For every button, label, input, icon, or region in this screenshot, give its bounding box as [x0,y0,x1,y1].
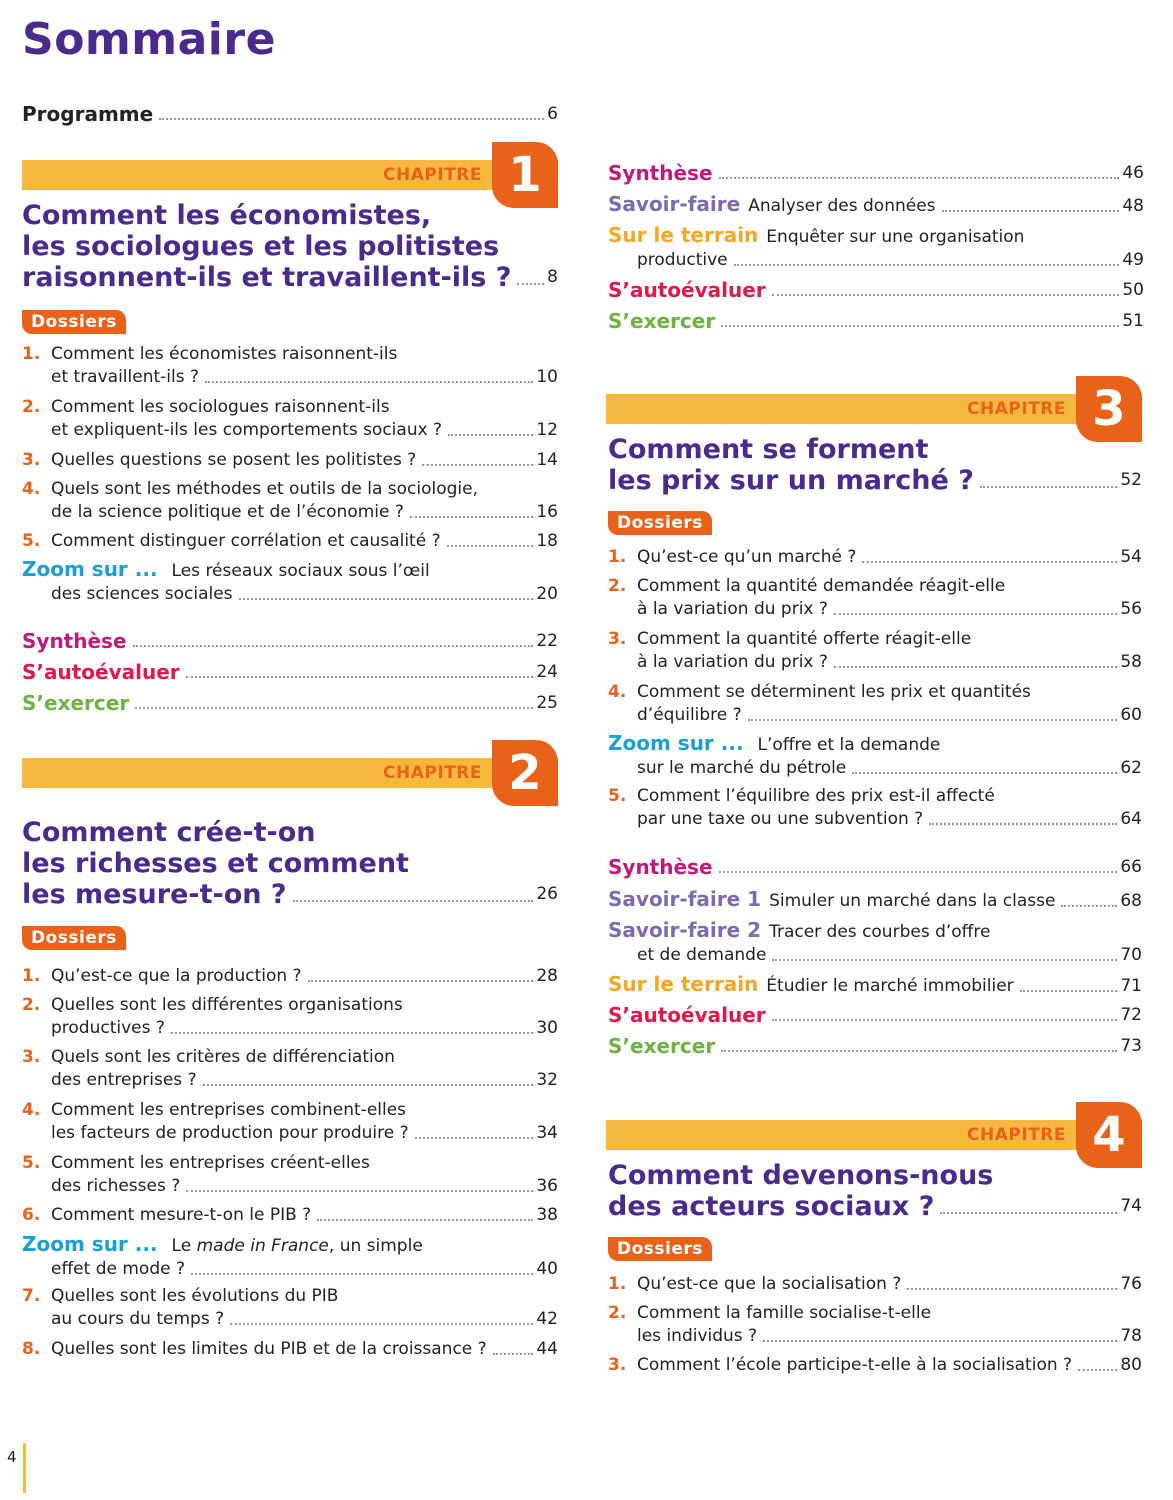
entry-text-italic: made in France [196,1236,329,1256]
exercer-label: S’exercer [608,309,716,333]
page-number: 72 [1120,1005,1142,1025]
savoir-faire-label: Savoir-faire 2 [608,918,762,942]
toc-entry[interactable] [608,546,1142,569]
entry-number: 2. [608,576,627,596]
toc-entry[interactable] [22,478,558,524]
dossiers-tag: Dossiers [22,310,126,334]
toc-autoevaluer[interactable] [608,1004,1142,1027]
entry-text: Comment la quantité offerte réagit-elle [637,629,972,649]
page-title: Sommaire [22,14,276,65]
leader-dots [772,1019,1118,1021]
terrain-label: Sur le terrain [608,972,759,996]
toc-entry[interactable] [22,449,558,472]
toc-savoir-faire[interactable] [608,193,1144,218]
entry-text: Étudier le marché immobilier [766,976,1014,996]
leader-dots [721,325,1119,327]
chapter-4-title[interactable] [608,1160,1142,1222]
toc-entry[interactable] [22,396,558,442]
leader-dots [862,561,1117,563]
dossiers-tag: Dossiers [608,511,712,535]
entry-text: sur le marché du pétrole [637,758,847,778]
toc-entry[interactable] [608,1273,1142,1296]
page-number: 51 [1122,311,1144,331]
entry-text: à la variation du prix ? [637,599,828,619]
entry-number: 7. [22,1286,41,1306]
chapter-2-badge: 2 [492,740,558,806]
leader-dots [907,1288,1117,1290]
entry-text: Le [171,1236,197,1256]
page-number: 12 [536,420,558,440]
autoevaluer-label: S’autoévaluer [608,278,766,302]
toc-sur-le-terrain[interactable] [608,224,1144,272]
leader-dots [940,1212,1117,1214]
leader-dots [415,1137,534,1139]
page-number: 60 [1120,705,1142,725]
chapter-2-title[interactable] [22,817,558,910]
synthese-label: Synthèse [608,855,713,879]
entry-text: Comment l’équilibre des prix est-il affecté [637,786,995,806]
entry-number: 2. [22,995,41,1015]
toc-programme[interactable] [22,96,558,126]
page-number: 36 [536,1176,558,1196]
chapter-label: CHAPITRE [967,1125,1066,1145]
entry-number: 1. [22,966,41,986]
dossiers-tag: Dossiers [608,1237,712,1261]
entry-text: des sciences sociales [51,584,233,604]
entry-text: Quelles sont les différentes organisations [51,995,403,1015]
toc-entry[interactable] [608,681,1142,727]
entry-text: Quelles sont les évolutions du PIB [51,1286,339,1306]
page-number: 6 [547,104,558,124]
footer-page-number: 4 [7,1448,17,1466]
page-number: 64 [1120,809,1142,829]
chapter-2-band [22,758,558,788]
entry-text: de la science politique et de l’économie ? [51,502,404,522]
page-number: 28 [536,966,558,986]
page-number: 44 [536,1339,558,1359]
entry-text: par une taxe ou une subvention ? [637,809,924,829]
page-number: 38 [536,1205,558,1225]
toc-entry[interactable] [22,343,558,389]
toc-autoevaluer[interactable] [608,279,1144,302]
entry-text: L’offre et la demande [757,735,941,755]
chapter-title-line: raisonnent-ils et travaillent-ils ? [22,262,512,293]
entry-number: 5. [22,531,41,551]
entry-text: Comment l’école participe-t-elle à la socialisation ? [637,1355,1073,1375]
entry-text: et de demande [637,945,767,965]
page-number: 66 [1120,857,1142,877]
leader-dots [929,823,1117,825]
page-number: 22 [536,631,558,651]
entry-text: Comment la famille socialise-t-elle [637,1303,932,1323]
entry-text: Comment mesure-t-on le PIB ? [51,1205,312,1225]
entry-number: 2. [608,1303,627,1323]
page-number: 34 [536,1123,558,1143]
toc-exercer[interactable] [608,1035,1142,1058]
entry-number: 4. [608,682,627,702]
dossiers-tag: Dossiers [22,926,126,950]
leader-dots [410,516,533,518]
leader-dots [1078,1369,1117,1371]
entry-number: 1. [608,547,627,567]
page-number: 16 [536,502,558,522]
toc-entry[interactable] [22,1099,558,1145]
entry-text: productive [637,250,728,270]
toc-entry[interactable] [22,530,558,553]
leader-dots [719,871,1118,873]
page-number: 26 [536,884,558,904]
programme-label: Programme [22,102,154,126]
entry-text: à la variation du prix ? [637,652,828,672]
page-number: 49 [1122,250,1144,270]
entry-text: Quelles questions se posent les politistes ? [51,450,417,470]
chapter-1-badge: 1 [492,142,558,208]
leader-dots [159,118,544,120]
zoom-label: Zoom sur ... [608,731,744,755]
zoom-label: Zoom sur ... [22,557,158,581]
leader-dots [834,666,1117,668]
entry-text: et expliquent-ils les comportements sociaux ? [51,420,443,440]
page-number: 20 [536,584,558,604]
entry-number: 4. [22,1100,41,1120]
chapter-title-line: les richesses et comment [22,848,409,879]
toc-entry[interactable] [22,965,558,988]
toc-sur-le-terrain[interactable] [608,973,1142,998]
leader-dots [171,1032,533,1034]
page-number: 71 [1120,976,1142,996]
toc-zoom[interactable] [22,1233,558,1281]
leader-dots [293,900,534,902]
entry-text: Qu’est-ce que la production ? [51,966,302,986]
entry-number: 5. [608,786,627,806]
leader-dots [493,1353,534,1355]
chapter-title-line: les mesure-t-on ? [22,879,287,910]
chapter-3-title[interactable] [608,434,1142,496]
chapter-1-title[interactable] [22,200,558,293]
toc-exercer[interactable] [608,310,1144,333]
toc-entry[interactable] [608,575,1142,621]
leader-dots [205,381,533,383]
chapter-4-badge: 4 [1076,1102,1142,1168]
leader-dots [721,1050,1117,1052]
entry-text: des richesses ? [51,1176,181,1196]
leader-dots [203,1084,534,1086]
page-number: 78 [1120,1326,1142,1346]
page-number: 70 [1120,945,1142,965]
leader-dots [1061,905,1117,907]
leader-dots [308,980,534,982]
page-number: 73 [1120,1036,1142,1056]
savoir-faire-label: Savoir-faire 1 [608,887,762,911]
savoir-faire-label: Savoir-faire [608,192,741,216]
chapter-title-line: Comment crée-t-on [22,817,316,848]
entry-text: Comment les économistes raisonnent-ils [51,344,398,364]
page-number: 50 [1122,280,1144,300]
toc-synthese[interactable] [22,630,558,653]
leader-dots [772,294,1120,296]
chapter-title-line: Comment se forment [608,434,929,465]
chapter-title-line: les prix sur un marché ? [608,465,974,496]
entry-text: Comment se déterminent les prix et quantités [637,682,1031,702]
entry-number: 4. [22,479,41,499]
entry-number: 3. [608,1355,627,1375]
entry-text: Les réseaux sociaux sous l’œil [171,561,430,581]
page-number: 80 [1120,1355,1142,1375]
leader-dots [517,283,544,285]
chapter-title-line: Comment les économistes, [22,200,432,231]
toc-synthese[interactable] [608,856,1142,879]
footer-bar [23,1443,26,1493]
page-number: 32 [536,1070,558,1090]
toc-entry[interactable] [22,1204,558,1227]
chapter-label: CHAPITRE [383,165,482,185]
entry-text: Tracer des courbes d’offre [769,922,991,942]
page-number: 52 [1120,470,1142,490]
page-number: 62 [1120,758,1142,778]
zoom-label: Zoom sur ... [22,1232,158,1256]
entry-text: productives ? [51,1018,165,1038]
leader-dots [186,1190,533,1192]
toc-entry[interactable] [608,1302,1142,1348]
entry-text: Qu’est-ce que la socialisation ? [637,1274,902,1294]
chapter-label: CHAPITRE [383,763,482,783]
leader-dots [447,545,534,547]
leader-dots [942,210,1120,212]
entry-text: des entreprises ? [51,1070,197,1090]
entry-number: 2. [22,397,41,417]
toc-savoir-faire-1[interactable] [608,888,1142,913]
leader-dots [763,1340,1117,1342]
toc-entry[interactable] [22,1285,558,1331]
page-number: 58 [1120,652,1142,672]
entry-number: 5. [22,1153,41,1173]
chapter-3-badge: 3 [1076,376,1142,442]
chapter-1-band [22,160,558,190]
leader-dots [734,264,1120,266]
page-number: 10 [536,367,558,387]
leader-dots [135,707,533,709]
entry-text: Comment les sociologues raisonnent-ils [51,397,390,417]
entry-text: les individus ? [637,1326,758,1346]
leader-dots [448,434,533,436]
synthese-label: Synthèse [22,629,127,653]
chapter-title-line: des acteurs sociaux ? [608,1191,935,1222]
toc-entry[interactable] [608,628,1142,674]
entry-text: Quels sont les méthodes et outils de la sociologie, [51,479,479,499]
leader-dots [772,959,1117,961]
autoevaluer-label: S’autoévaluer [22,660,180,684]
toc-synthese[interactable] [608,162,1144,185]
exercer-label: S’exercer [608,1034,716,1058]
chapter-title-line: les sociologues et les politistes [22,231,500,262]
entry-text: Enquêter sur une organisation [766,227,1025,247]
page-number: 76 [1120,1274,1142,1294]
leader-dots [852,772,1117,774]
entry-text: Quelles sont les limites du PIB et de la croissance ? [51,1339,487,1359]
leader-dots [191,1273,533,1275]
entry-number: 8. [22,1339,41,1359]
toc-entry[interactable] [22,1152,558,1198]
entry-text: d’équilibre ? [637,705,742,725]
toc-autoevaluer[interactable] [22,661,558,684]
leader-dots [186,676,534,678]
toc-zoom[interactable] [22,558,558,606]
toc-savoir-faire-2[interactable] [608,919,1142,967]
terrain-label: Sur le terrain [608,223,759,247]
leader-dots [239,598,534,600]
page-number: 14 [536,450,558,470]
entry-number: 3. [22,450,41,470]
toc-entry[interactable] [22,994,558,1040]
synthese-label: Synthèse [608,161,713,185]
entry-text: et travaillent-ils ? [51,367,200,387]
toc-exercer[interactable] [22,692,558,715]
page-number: 68 [1120,891,1142,911]
leader-dots [980,486,1117,488]
page-number: 54 [1120,547,1142,567]
page-number: 56 [1120,599,1142,619]
page-number: 74 [1120,1196,1142,1216]
entry-text: Comment la quantité demandée réagit-elle [637,576,1006,596]
entry-text: Quels sont les critères de différenciation [51,1047,395,1067]
entry-text: effet de mode ? [51,1259,185,1279]
toc-entry[interactable] [608,1354,1142,1377]
leader-dots [748,719,1118,721]
page-number: 24 [536,662,558,682]
entry-text: Comment distinguer corrélation et causalité ? [51,531,441,551]
page-number: 25 [536,693,558,713]
page-number: 42 [536,1309,558,1329]
toc-zoom[interactable] [608,732,1142,780]
entry-text: Simuler un marché dans la classe [769,891,1056,911]
page-number: 46 [1122,163,1144,183]
entry-text: Comment les entreprises combinent-elles [51,1100,407,1120]
entry-text: les facteurs de production pour produire ? [51,1123,409,1143]
autoevaluer-label: S’autoévaluer [608,1003,766,1027]
chapter-label: CHAPITRE [967,399,1066,419]
entry-number: 1. [608,1274,627,1294]
entry-number: 1. [22,344,41,364]
leader-dots [719,177,1120,179]
chapter-title-line: Comment devenons-nous [608,1160,994,1191]
page-number: 48 [1122,196,1144,216]
entry-number: 6. [22,1205,41,1225]
entry-text: , un simple [328,1236,423,1256]
leader-dots [133,645,534,647]
page-number: 8 [547,267,558,287]
entry-text: au cours du temps ? [51,1309,225,1329]
toc-entry[interactable] [608,785,1142,831]
leader-dots [230,1323,533,1325]
leader-dots [422,464,533,466]
entry-number: 3. [608,629,627,649]
leader-dots [317,1219,533,1221]
page-number: 40 [536,1259,558,1279]
leader-dots [1020,990,1118,992]
leader-dots [834,613,1117,615]
page-number: 30 [536,1018,558,1038]
exercer-label: S’exercer [22,691,130,715]
toc-entry[interactable] [22,1338,558,1361]
entry-text: Comment les entreprises créent-elles [51,1153,370,1173]
chapter-4-band [606,1120,1142,1150]
entry-text: Analyser des données [748,196,936,216]
page-number: 18 [536,531,558,551]
entry-number: 3. [22,1047,41,1067]
entry-text: Qu’est-ce qu’un marché ? [637,547,857,567]
toc-entry[interactable] [22,1046,558,1092]
chapter-3-band [606,394,1142,424]
